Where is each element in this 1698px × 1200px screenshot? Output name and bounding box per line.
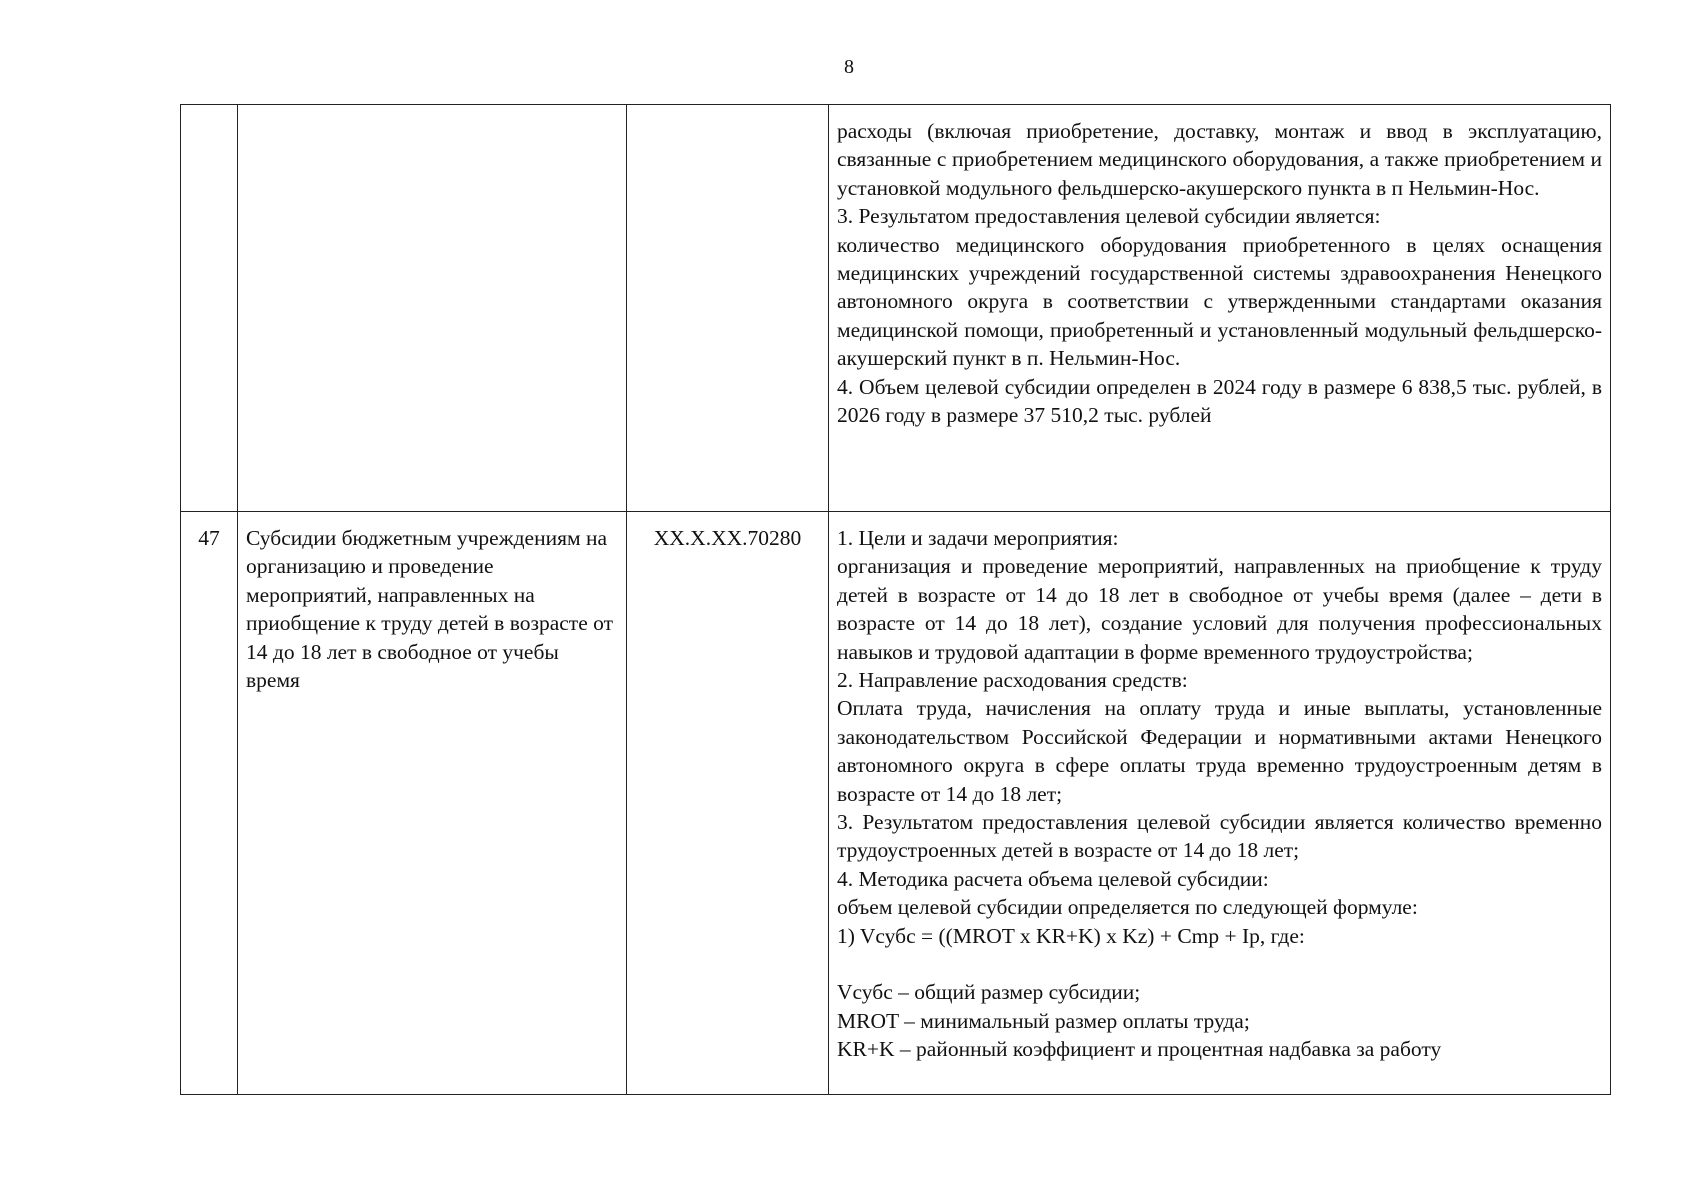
description-paragraph: расходы (включая приобретение, доставку, монтаж и ввод в эксплуатацию, связанные с приобретением медицинского оборудования, а также приобретением и установкой модульного фельдшерско-акушерского пункта в п Нельмин-Нос. [837,119,1602,200]
page-number: 8 [844,56,854,78]
definition-line: MROT – минимальный размер оплаты труда; [837,1008,1250,1033]
formula-line: 1) Vсубс = ((MROT x KR+K) x Kz) + Cmp + Ip, где: [837,923,1305,948]
row-description-cell [829,512,1611,1095]
description-paragraph: 2. Направление расходования средств: [837,668,1188,693]
row-code-cell: XX.X.XX.70280 [627,512,829,1095]
description-paragraph: 1. Цели и задачи мероприятия: [837,526,1119,550]
definition-line: KR+K – районный коэффициент и процентная надбавка за работу [837,1037,1442,1062]
description-paragraph: объем целевой субсидии определяется по следующей формуле: [837,895,1418,920]
row-name-cell [238,105,627,512]
table-row [181,105,1611,512]
description-paragraph: 3. Результатом предоставления целевой субсидии является количество временно трудоустроенных детей в возрасте от 14 до 18 лет; [837,810,1602,863]
description-paragraph: Оплата труда, начисления на оплату труда и иные выплаты, установленные законодательством Российской Федерации и нормативными актами Ненецкого автономного округа в сфере оплаты труда временно трудоустроенным детям в возрасте от 14 до 18 лет; [837,696,1602,806]
row-description-cell [829,105,1611,512]
description-paragraph: 4. Методика расчета объема целевой субсидии: [837,866,1269,891]
description-paragraph: 4. Объем целевой субсидии определен в 2024 году в размере 6 838,5 тыс. рублей, в 2026 году в размере 37 510,2 тыс. рублей [837,374,1602,428]
row-name-cell: Субсидии бюджетным учреждениям на организацию и проведение мероприятий, направленных на приобщение к труду детей в возрасте от 14 до 18 лет в свободное от учебы время [238,512,627,1095]
row-number-cell: 47 [181,512,238,1095]
blank-line [837,950,1602,978]
row-number-cell [181,105,238,512]
subsidy-table [180,104,1611,1095]
row-code-cell [627,105,829,512]
table-row [181,512,1611,1095]
description-paragraph: 3. Результатом предоставления целевой субсидии является: [837,204,1381,229]
description-paragraph: организация и проведение мероприятий, направленных на приобщение к труду детей в возрасте от 14 до 18 лет в свободное от учебы время (далее – дети в возрасте от 14 до 18 лет), создание условий для получения профессиональных навыков и трудовой адаптации в форме временного трудоустройства; [837,554,1602,664]
definition-line: Vсубс – общий размер субсидии; [837,980,1141,1005]
description-paragraph: количество медицинского оборудования приобретенного в целях оснащения медицинских учреждений государственной системы здравоохранения Ненецкого автономного округа в соответствии с утвержденными стандартами оказания медицинской помощи, приобретенный и установленный модульный фельдшерско-акушерский пункт в п. Нельмин-Нос. [837,232,1602,371]
